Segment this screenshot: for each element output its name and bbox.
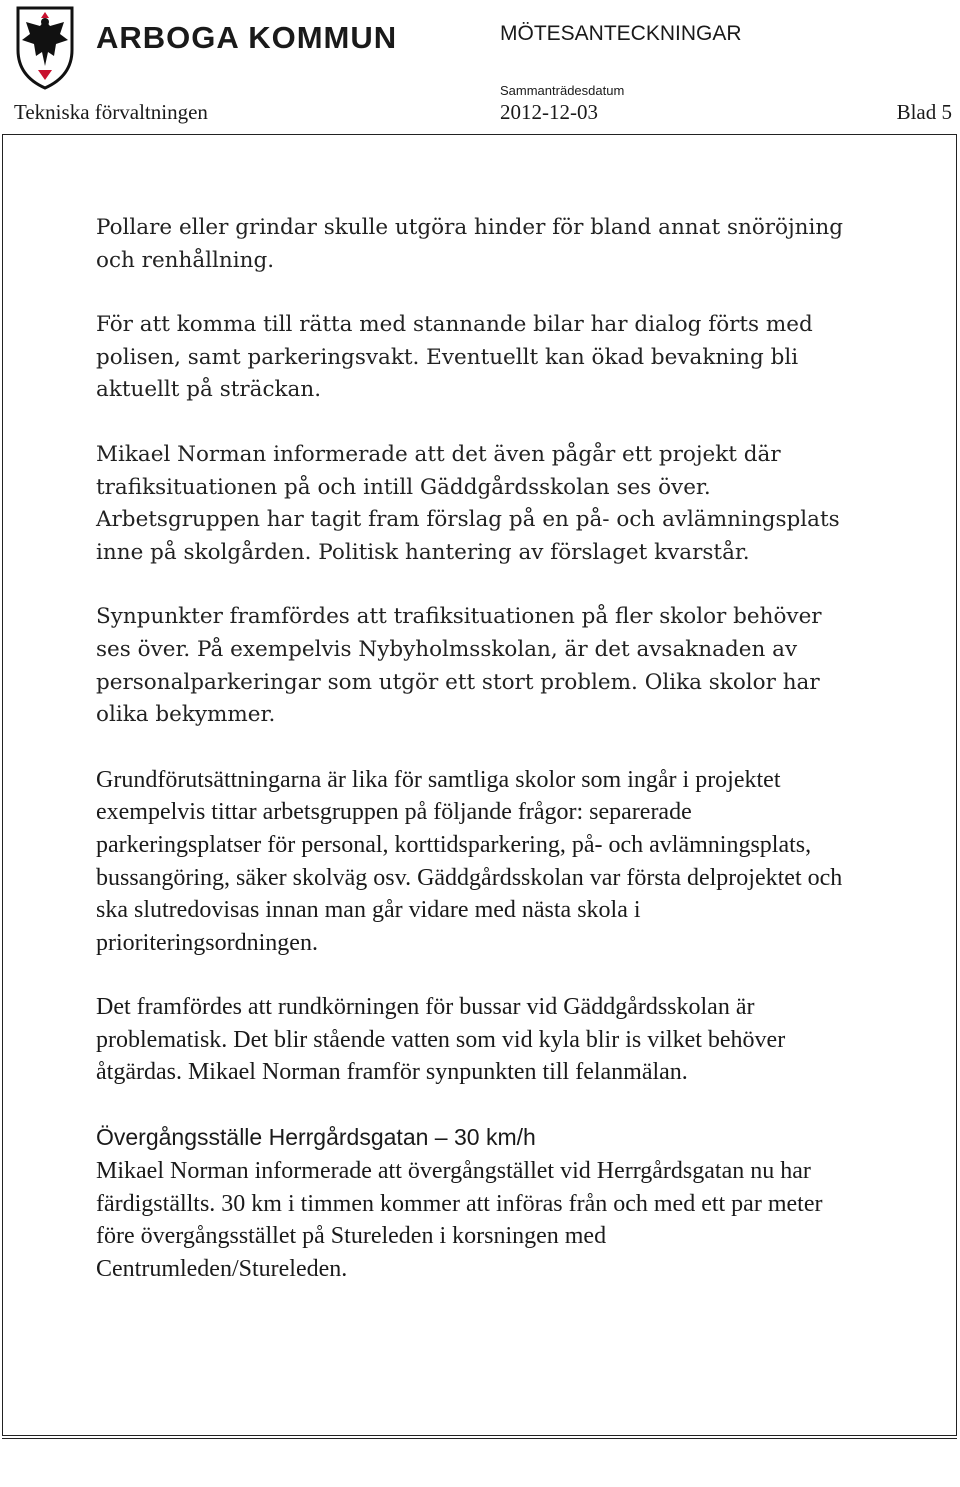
paragraph-drop-off-proposal: Arbetsgruppen har tagit fram förslag på en på- och avlämningsplats inne på skolgården. Politisk hantering av förslaget kvarstår. bbox=[96, 507, 840, 565]
minutes-body bbox=[96, 212, 856, 1285]
paragraph-project-scope: Grundförutsättningarna är lika för samtliga skolor som ingår i projektet exempelvis tittar arbetsgruppen på följande frågor: separerade parkeringsplatser för personal, korttidsparkering, på- och avlämningsplats, bussangöring, säker skolväg osv. Gäddgårdsskolan var första delprojektet och ska slutredovisas innan man går vidare med nästa skola i prioriteringsordningen. bbox=[96, 766, 843, 956]
meeting-date: 2012-12-03 bbox=[500, 100, 598, 124]
paragraph-school-concerns: Synpunkter framfördes att trafiksituationen på fler skolor behöver ses över. På exempelvis Nybyholmsskolan, är det avsaknaden av personalparkeringar som utgör ett stort problem. Olika skolor har olika bekymmer. bbox=[96, 604, 822, 728]
paragraph-bus-loop: Det framfördes att rundkörningen för bussar vid Gäddgårdsskolan är problematisk. Det blir stående vatten som vid kyla blir is vilket behöver åtgärdas. Mikael Norman framför synpunkten till felanmälan. bbox=[96, 994, 786, 1086]
page-number: Blad 5 bbox=[896, 100, 952, 124]
arboga-coat-of-arms-logo bbox=[14, 4, 76, 90]
footer-divider bbox=[2, 1438, 957, 1439]
document-type: MÖTESANTECKNINGAR bbox=[500, 22, 742, 45]
org-name: ARBOGA KOMMUN bbox=[96, 20, 398, 55]
paragraph-crossing-info: Mikael Norman informerade att övergångstället vid Herrgårdsgatan nu har färdigställts. 30 km i timmen kommer att införas från och med ett par meter före övergångsstället på Stureleden i korsningen med Centrumleden/Stureleden. bbox=[96, 1158, 823, 1282]
paragraph-project-info: Mikael Norman informerade att det även pågår ett projekt där trafiksituationen på och intill Gäddgårdsskolan ses över. bbox=[96, 441, 781, 500]
paragraph-snow-clearing: Pollare eller grindar skulle utgöra hinder för bland annat snöröjning och renhållning. bbox=[96, 215, 843, 273]
section-heading-crossing: Övergångsställe Herrgårdsgatan – 30 km/h bbox=[96, 1124, 536, 1151]
paragraph-police-dialog: För att komma till rätta med stannande bilar har dialog förts med polisen, samt parkeringsvakt. Eventuellt kan ökad bevakning bli aktuellt på sträckan. bbox=[96, 312, 813, 403]
department-name: Tekniska förvaltningen bbox=[14, 100, 208, 124]
meeting-date-label: Sammanträdesdatum bbox=[500, 83, 625, 98]
